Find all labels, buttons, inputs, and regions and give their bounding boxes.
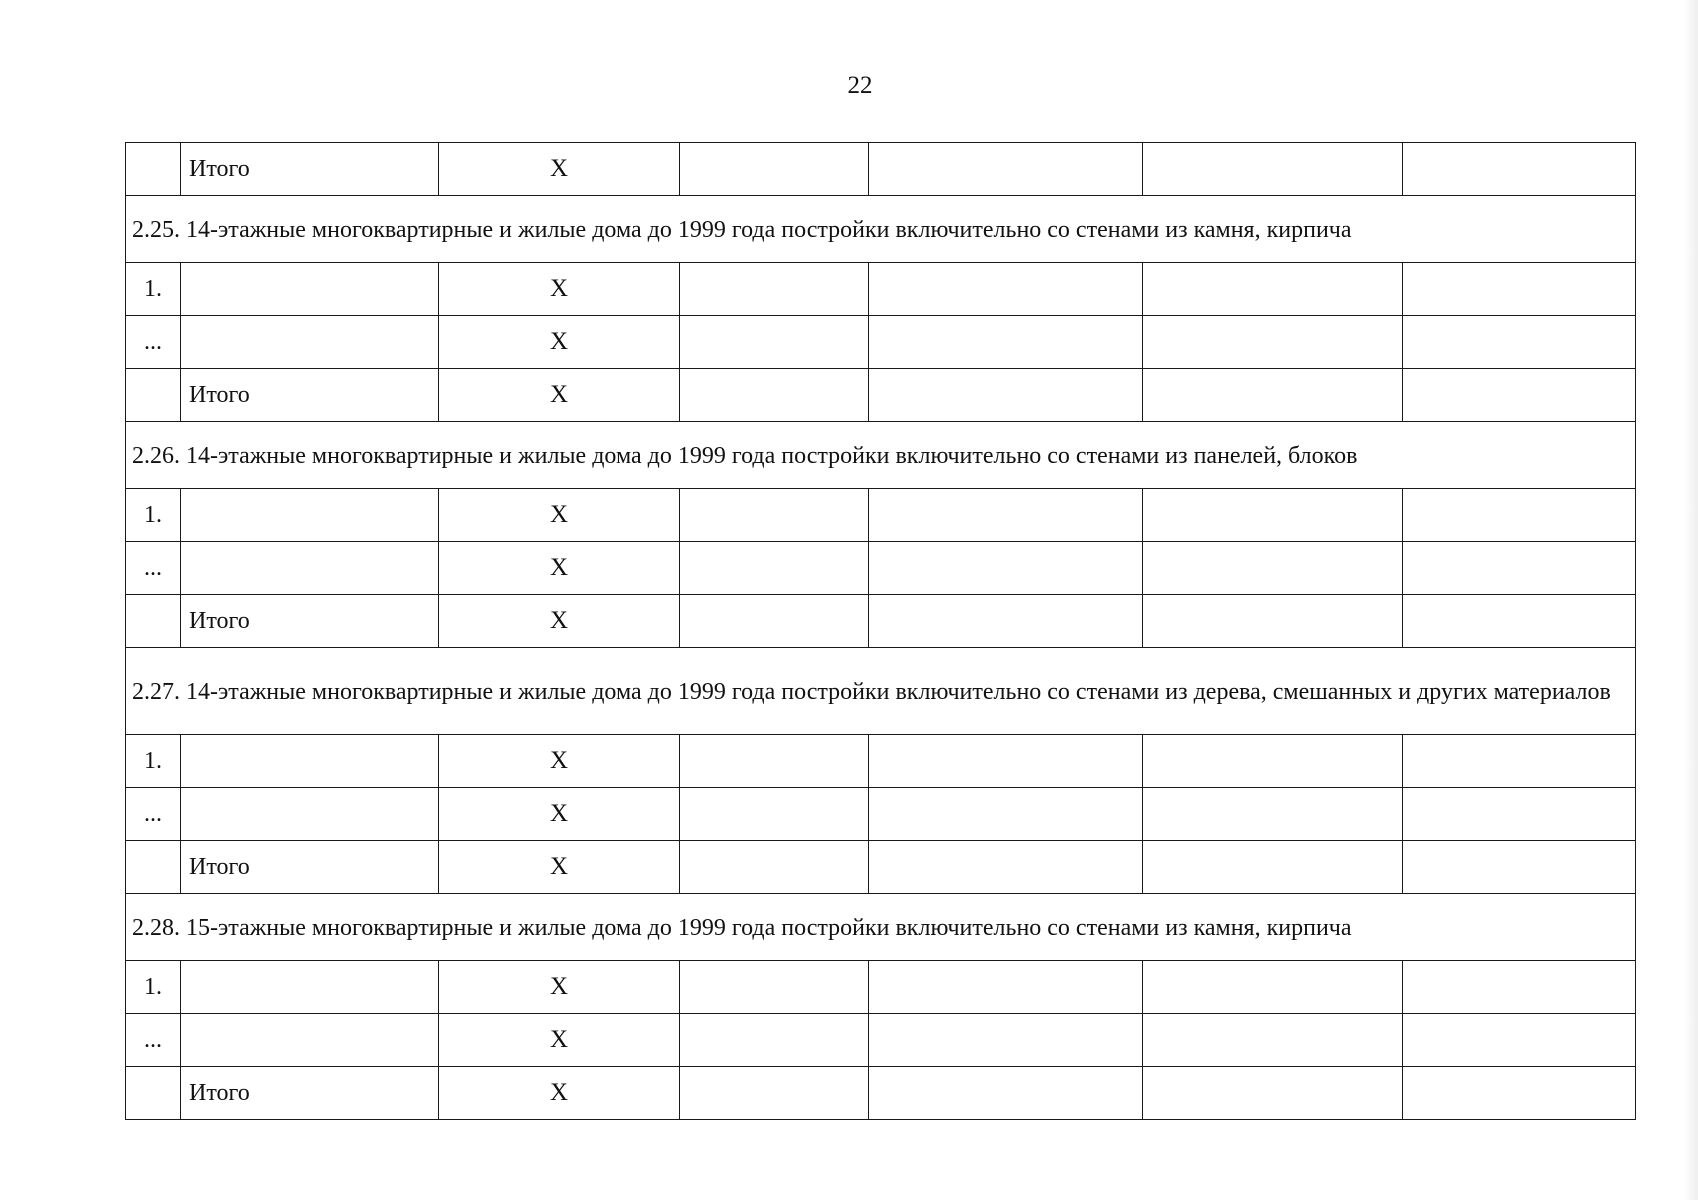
- section-title: 2.27. 14-этажные многоквартирные и жилые дома до 1999 года постройки включительно со стенами из дерева, смешанных и других материалов: [126, 648, 1636, 735]
- empty-cell: [869, 595, 1143, 648]
- empty-cell: [1143, 489, 1403, 542]
- table-row: [126, 1067, 1636, 1120]
- empty-cell: [1403, 961, 1636, 1014]
- row-number-cell: 1.: [126, 961, 181, 1014]
- scan-edge: [1684, 0, 1698, 1200]
- table-row: [126, 961, 1636, 1014]
- empty-cell: [680, 1014, 869, 1067]
- row-mark-cell: Х: [439, 542, 680, 595]
- row-number-cell: [126, 369, 181, 422]
- section-header-row: [126, 422, 1636, 489]
- empty-cell: [1403, 841, 1636, 894]
- empty-cell: [680, 841, 869, 894]
- table-row: [126, 489, 1636, 542]
- empty-cell: [869, 316, 1143, 369]
- section-title: 2.28. 15-этажные многоквартирные и жилые дома до 1999 года постройки включительно со стенами из камня, кирпича: [126, 894, 1636, 961]
- empty-cell: [1143, 263, 1403, 316]
- row-label-cell: [181, 1014, 439, 1067]
- row-label-cell: Итого: [181, 369, 439, 422]
- empty-cell: [869, 542, 1143, 595]
- empty-cell: [1143, 961, 1403, 1014]
- row-number-cell: ...: [126, 542, 181, 595]
- page-number: 22: [847, 72, 873, 99]
- row-label-cell: [181, 735, 439, 788]
- section-title: 2.25. 14-этажные многоквартирные и жилые дома до 1999 года постройки включительно со стенами из камня, кирпича: [126, 196, 1636, 263]
- row-mark-cell: Х: [439, 263, 680, 316]
- empty-cell: [680, 542, 869, 595]
- empty-cell: [1403, 595, 1636, 648]
- table-row: [126, 595, 1636, 648]
- empty-cell: [869, 735, 1143, 788]
- empty-cell: [680, 1067, 869, 1120]
- row-label-cell: Итого: [181, 1067, 439, 1120]
- empty-cell: [680, 595, 869, 648]
- empty-cell: [1143, 316, 1403, 369]
- row-number-cell: [126, 841, 181, 894]
- empty-cell: [680, 489, 869, 542]
- empty-cell: [1403, 1067, 1636, 1120]
- empty-cell: [1143, 1014, 1403, 1067]
- empty-cell: [1143, 1067, 1403, 1120]
- row-mark-cell: Х: [439, 788, 680, 841]
- row-number-cell: 1.: [126, 489, 181, 542]
- row-number-cell: [126, 143, 181, 196]
- table-row: [126, 263, 1636, 316]
- table-row: [126, 1014, 1636, 1067]
- empty-cell: [1403, 788, 1636, 841]
- empty-cell: [869, 788, 1143, 841]
- row-number-cell: ...: [126, 316, 181, 369]
- empty-cell: [680, 263, 869, 316]
- empty-cell: [869, 143, 1143, 196]
- table-row: [126, 735, 1636, 788]
- row-mark-cell: Х: [439, 595, 680, 648]
- empty-cell: [680, 961, 869, 1014]
- row-label-cell: Итого: [181, 143, 439, 196]
- empty-cell: [869, 841, 1143, 894]
- row-mark-cell: Х: [439, 489, 680, 542]
- empty-cell: [1403, 489, 1636, 542]
- table-row: [126, 542, 1636, 595]
- empty-cell: [1403, 542, 1636, 595]
- row-label-cell: [181, 316, 439, 369]
- row-number-cell: ...: [126, 788, 181, 841]
- data-table: [125, 142, 1636, 1120]
- row-number-cell: 1.: [126, 263, 181, 316]
- empty-cell: [1143, 143, 1403, 196]
- table-row: [126, 316, 1636, 369]
- row-label-cell: [181, 788, 439, 841]
- empty-cell: [869, 369, 1143, 422]
- row-mark-cell: Х: [439, 1067, 680, 1120]
- section-header-row: [126, 894, 1636, 961]
- empty-cell: [1143, 841, 1403, 894]
- empty-cell: [1403, 1014, 1636, 1067]
- empty-cell: [680, 735, 869, 788]
- row-mark-cell: Х: [439, 735, 680, 788]
- empty-cell: [869, 263, 1143, 316]
- empty-cell: [1403, 316, 1636, 369]
- row-mark-cell: Х: [439, 143, 680, 196]
- empty-cell: [680, 788, 869, 841]
- empty-cell: [1143, 735, 1403, 788]
- empty-cell: [869, 489, 1143, 542]
- row-label-cell: Итого: [181, 841, 439, 894]
- row-label-cell: Итого: [181, 595, 439, 648]
- table-row: [126, 788, 1636, 841]
- row-number-cell: ...: [126, 1014, 181, 1067]
- row-label-cell: [181, 263, 439, 316]
- empty-cell: [1143, 369, 1403, 422]
- row-mark-cell: Х: [439, 1014, 680, 1067]
- row-mark-cell: Х: [439, 369, 680, 422]
- row-label-cell: [181, 542, 439, 595]
- row-number-cell: [126, 1067, 181, 1120]
- empty-cell: [1143, 542, 1403, 595]
- row-mark-cell: Х: [439, 961, 680, 1014]
- empty-cell: [680, 143, 869, 196]
- row-mark-cell: Х: [439, 841, 680, 894]
- empty-cell: [869, 1067, 1143, 1120]
- empty-cell: [1143, 595, 1403, 648]
- section-title: 2.26. 14-этажные многоквартирные и жилые дома до 1999 года постройки включительно со стенами из панелей, блоков: [126, 422, 1636, 489]
- section-header-row: [126, 196, 1636, 263]
- empty-cell: [1143, 788, 1403, 841]
- empty-cell: [1403, 143, 1636, 196]
- empty-cell: [680, 316, 869, 369]
- empty-cell: [869, 1014, 1143, 1067]
- row-label-cell: [181, 489, 439, 542]
- empty-cell: [1403, 369, 1636, 422]
- section-header-row: [126, 648, 1636, 735]
- empty-cell: [1403, 263, 1636, 316]
- row-number-cell: [126, 595, 181, 648]
- empty-cell: [1403, 735, 1636, 788]
- table-row: [126, 143, 1636, 196]
- row-label-cell: [181, 961, 439, 1014]
- empty-cell: [680, 369, 869, 422]
- table-row: [126, 369, 1636, 422]
- table-row: [126, 841, 1636, 894]
- row-number-cell: 1.: [126, 735, 181, 788]
- row-mark-cell: Х: [439, 316, 680, 369]
- empty-cell: [869, 961, 1143, 1014]
